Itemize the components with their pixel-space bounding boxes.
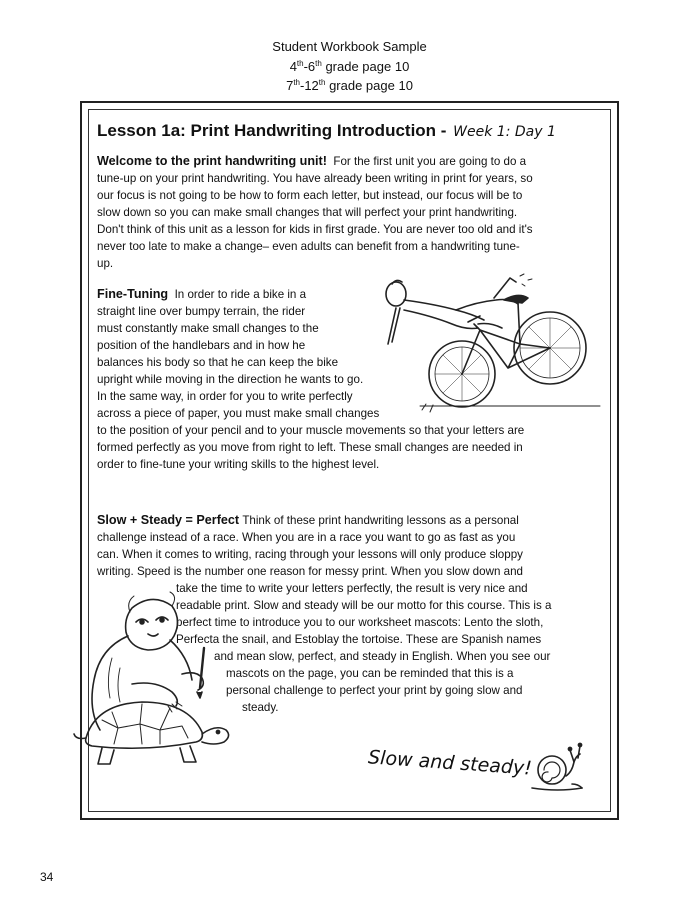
slow-steady-line: personal challenge to perfect your print by going slow and — [226, 684, 523, 697]
lesson-title-text: Lesson 1a: Print Handwriting Introduction - — [97, 121, 452, 140]
slow-steady-line: Perfecta the snail, and Estoblay the tortoise. These are Spanish names — [176, 633, 542, 646]
slow-steady-heading: Slow + Steady = Perfect — [97, 513, 240, 527]
lesson-week: Week 1: Day 1 — [453, 124, 556, 140]
page-number: 34 — [40, 870, 54, 884]
slow-steady-line: can. When it comes to writing, racing through your lessons will only produce sloppy — [97, 548, 523, 561]
lesson-title — [97, 121, 556, 141]
welcome-line: slow down so you can make small changes that will perfect your print handwriting. — [97, 206, 518, 219]
fine-tuning-line: position of the handlebars and in how he — [97, 339, 306, 352]
bicycle-rider-illustration — [370, 272, 610, 422]
grade-text: -12 — [299, 78, 319, 93]
fine-tuning-heading: Fine-Tuning — [97, 287, 169, 301]
welcome-heading: Welcome to the print handwriting unit! — [97, 154, 327, 168]
motto-text: Slow and steady! — [367, 746, 533, 780]
welcome-line: tune-up on your print handwriting. You have already been writing in print for years, so — [97, 172, 533, 185]
fine-tuning-line: formed perfectly as you move from right to left. These small changes are needed in — [97, 441, 523, 454]
welcome-line: our focus is not going to be how to form each letter, but instead, our focus will be to — [97, 189, 523, 202]
fine-tuning-line: across a piece of paper, you must make small changes — [97, 407, 380, 420]
fine-tuning-line: order to fine-tune your writing skills to the highest level. — [97, 458, 380, 471]
grade-text: 4 — [289, 59, 297, 74]
grade-text: 7 — [286, 78, 294, 93]
fine-tuning-line: In the same way, in order for you to write perfectly — [97, 390, 353, 403]
slow-steady-line: take the time to write your letters perfectly, the result is very nice and — [176, 582, 528, 595]
welcome-line: up. — [97, 257, 114, 270]
grade-line-2 — [0, 77, 699, 94]
grade-sup: th — [318, 78, 326, 87]
slow-steady-line: readable print. Slow and steady will be our motto for this course. This is a — [176, 599, 552, 612]
grade-sup: th — [293, 78, 300, 87]
grade-sup: th — [296, 59, 304, 68]
slow-steady-line: and mean slow, perfect, and steady in English. When you see our — [214, 650, 551, 663]
fine-tuning-line: upright while moving in the direction he wants to go. — [97, 373, 364, 386]
slow-steady-line: mascots on the page, you can be reminded that this is a — [226, 667, 514, 680]
slow-steady-line: steady. — [242, 701, 279, 714]
welcome-line — [97, 153, 526, 170]
slow-steady-line: writing. Speed is the number one reason for messy print. When you slow down and — [97, 565, 523, 578]
slow-steady-line: perfect time to introduce you to our worksheet mascots: Lento the sloth, — [176, 616, 544, 629]
welcome-text: For the first unit you are going to do a — [333, 155, 527, 168]
fine-tuning-line: balances his body so that he can keep the bike — [97, 356, 339, 369]
fine-tuning-line: to the position of your pencil and to your muscle movements so that your letters are — [97, 424, 525, 437]
fine-tuning-line — [97, 286, 306, 303]
grade-line-1 — [0, 58, 699, 75]
slow-steady-line: challenge instead of a race. When you are in a race you want to go as fast as you — [97, 531, 516, 544]
welcome-line: never too late to make a change– even adults can benefit from a handwriting tune- — [97, 240, 520, 253]
welcome-line: Don't think of this unit as a lesson for kids in first grade. You are never too old and it's — [97, 223, 533, 236]
fine-tuning-text: In order to ride a bike in a — [174, 288, 307, 301]
fine-tuning-line: must constantly make small changes to the — [97, 322, 319, 335]
grade-text: grade page 10 — [321, 59, 410, 74]
grade-sup: th — [315, 59, 322, 68]
grade-text: grade page 10 — [325, 78, 413, 93]
snail-illustration — [528, 736, 588, 796]
slow-steady-text: Think of these print handwriting lessons as a personal — [242, 514, 519, 527]
fine-tuning-line: straight line over bumpy terrain, the rider — [97, 305, 306, 318]
workbook-title: Student Workbook Sample — [272, 39, 427, 54]
grade-text: -6 — [303, 59, 316, 74]
slow-steady-line — [97, 512, 519, 529]
sloth-on-tortoise-illustration — [72, 588, 232, 784]
